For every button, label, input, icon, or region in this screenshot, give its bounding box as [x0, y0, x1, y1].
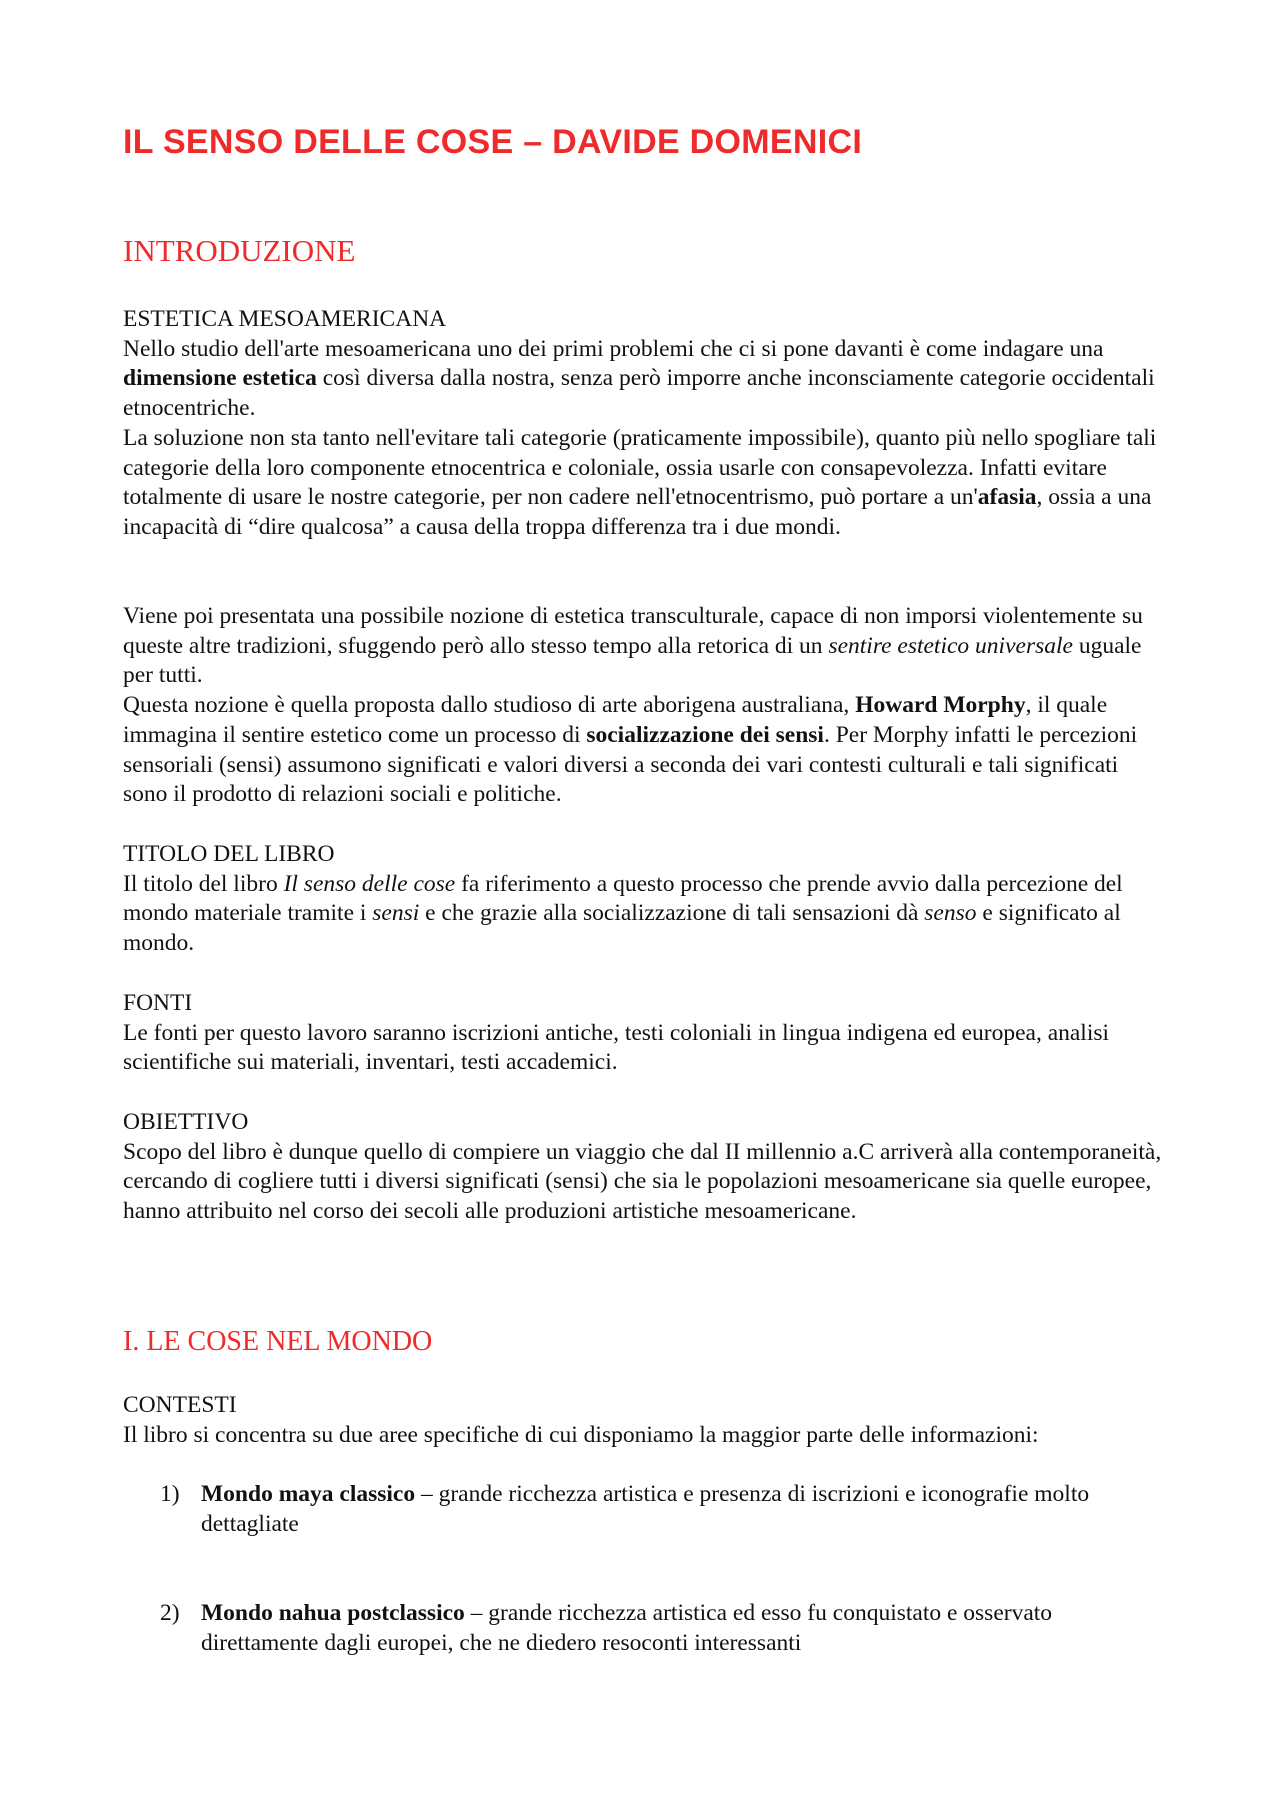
- subheading-titolo: TITOLO DEL LIBRO: [123, 841, 335, 867]
- term-howard-morphy: Howard Morphy: [855, 692, 1026, 719]
- subheading-fonti: FONTI: [123, 990, 193, 1016]
- contesti-list: [123, 1480, 1163, 1539]
- document-title: IL SENSO DELLE COSE – DAVIDE DOMENICI: [123, 123, 863, 161]
- paragraph-estetica-4: Questa nozione è quella proposta dallo studioso di arte aborigena australiana, Howard Morphy, il quale immagina il sentire estetico come un processo di socializzazione dei sensi. Per Morphy infatti le percezioni sensoriali (sensi) assumono significati e valori diversi a seconda dei vari contesti culturali e tali significati sono il prodotto di relazioni sociali e politiche.: [123, 692, 1138, 808]
- subheading-estetica: ESTETICA MESOAMERICANA: [123, 306, 447, 332]
- term-socializzazione-sensi: socializzazione dei sensi: [586, 721, 824, 748]
- list-item: 2) Mondo nahua postclassico – grande ricchezza artistica ed esso fu conquistato e osservato direttamente dagli europei, che ne diedero resoconti interessanti: [160, 1600, 1053, 1656]
- list-item: 1) Mondo maya classico – grande ricchezza artistica e presenza di iscrizioni e iconografie molto dettagliate: [160, 1481, 1090, 1537]
- paragraph-fonti: Le fonti per questo lavoro saranno iscrizioni antiche, testi coloniali in lingua indigena ed europea, analisi scientifiche sui materiali, inventari, testi accademici.: [123, 1019, 1110, 1076]
- term-afasia: afasia: [977, 484, 1037, 511]
- section-heading-cose-nel-mondo: I. LE COSE NEL MONDO: [123, 1326, 433, 1357]
- term-mondo-maya: Mondo maya classico: [201, 1481, 416, 1507]
- paragraph-titolo: Il titolo del libro Il senso delle cose fa riferimento a questo processo che prende avvio dalla percezione del mondo materiale tramite i sensi e che grazie alla socializzazione di tali sensazioni dà senso e significato al mondo.: [123, 870, 1123, 957]
- paragraph-estetica-1: Nello studio dell'arte mesoamericana uno dei primi problemi che ci si pone davanti è come indagare una dimensione estetica così diversa dalla nostra, senza però imporre anche inconsciamente categorie occidentali etnocentriche.: [123, 335, 1155, 422]
- term-dimensione-estetica: dimensione estetica: [123, 365, 317, 392]
- section-obiettivo: [123, 1108, 1163, 1227]
- contesti-list-2: [123, 1599, 1163, 1658]
- section-heading-introduzione: INTRODUZIONE: [123, 233, 356, 268]
- paragraph-obiettivo: Scopo del libro è dunque quello di compiere un viaggio che dal II millennio a.C arriverà alla contemporaneità, cercando di cogliere tutti i diversi significati (sensi) che sia le popolazioni mesoamericane sia quelle europee, hanno attribuito nel corso dei secoli alle produzioni artistiche mesoamericane.: [123, 1138, 1162, 1225]
- section-estetica-transculturale: [123, 602, 1163, 810]
- term-sentire-estetico: sentire estetico universale: [828, 632, 1073, 659]
- subheading-obiettivo: OBIETTIVO: [123, 1109, 249, 1135]
- paragraph-estetica-2: La soluzione non sta tanto nell'evitare tali categorie (praticamente impossibile), quanto più nello spogliare tali categorie della loro componente etnocentrica e coloniale, ossia usarle con consapevolezza. Infatti evitare totalmente di usare le nostre categorie, per non cadere nell'etnocentrismo, può portare a un'afasia, ossia a una incapacità di “dire qualcosa” a causa della troppa differenza tra i due mondi.: [123, 424, 1157, 540]
- section-estetica: [123, 305, 1163, 543]
- subheading-contesti: CONTESTI: [123, 1392, 237, 1418]
- section-contesti: [123, 1391, 1163, 1450]
- paragraph-contesti: Il libro si concentra su due aree specifiche di cui disponiamo la maggior parte delle informazioni:: [123, 1421, 1039, 1448]
- paragraph-estetica-3: Viene poi presentata una possibile nozione di estetica transculturale, capace di non imporsi violentemente su queste altre tradizioni, sfuggendo però allo stesso tempo alla retorica di un sentire estetico universale uguale per tutti.: [123, 603, 1143, 689]
- section-fonti: [123, 989, 1163, 1078]
- term-mondo-nahua: Mondo nahua postclassico: [201, 1600, 465, 1626]
- section-titolo-libro: [123, 840, 1163, 959]
